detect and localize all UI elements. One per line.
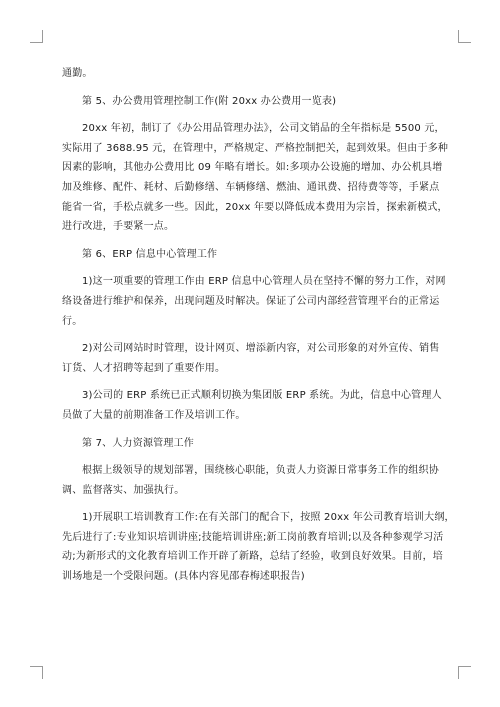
crop-mark-top-left: [30, 30, 43, 43]
crop-mark-bottom-right: [458, 666, 471, 679]
text-line: 第 7、人力资源管理工作: [82, 437, 194, 449]
text-line: 3)公司的 ERP 系统已正式顺利切换为集团版 ERP 系统。为此，信息中心管理人: [82, 390, 442, 402]
paragraph: [62, 461, 440, 500]
text-line: 行。: [62, 315, 83, 327]
crop-mark-bottom-left: [30, 666, 43, 679]
text-line: 实际用了 3688.95 元，在管理中，严格规定、严格控制把关，起到效果。但由于多种: [62, 142, 449, 154]
crop-mark-top-right: [458, 30, 471, 43]
document-body: [62, 64, 455, 587]
text-line: 第 6、ERP 信息中心管理工作: [82, 248, 218, 260]
section-heading: [62, 434, 440, 454]
text-line: 通勤。: [62, 68, 93, 79]
paragraph: [62, 119, 449, 237]
text-line: 训场地是一个受限问题。(具体内容见邵春梅述职报告): [62, 571, 305, 583]
text-line: 动;为新形式的文化教育培训工作开辟了新路，总结了经验，收到良好效果。目前，培: [62, 551, 443, 563]
section-heading: [62, 245, 440, 265]
paragraph: [62, 272, 446, 331]
text-line: 员做了大量的前期准备工作及培训工作。: [62, 409, 246, 421]
paragraph: [62, 64, 440, 84]
paragraph: [62, 508, 455, 586]
text-line: 因素的影响，其他办公费用比 09 年略有增长。如:多项办公设施的增加、办公机具增: [62, 162, 443, 174]
text-line: 20xx 年初，制订了《办公用品管理办法》，公司文销品的全年指标是 5500 元，: [82, 123, 445, 135]
paragraph: [62, 339, 440, 378]
text-line: 1)开展职工培训教育工作:在有关部门的配合下，按照 20xx 年公司教育培训大纲，: [82, 512, 455, 524]
text-line: 调、监督落实、加强执行。: [62, 484, 185, 496]
text-line: 根据上级领导的规划部署，围绕核心职能，负责人力资源日常事务工作的组织协: [82, 465, 439, 477]
paragraph: [62, 386, 440, 425]
text-line: 1)这一项重要的管理工作由 ERP 信息中心管理人员在坚持不懈的努力工作，对网: [82, 276, 446, 288]
section-heading: [62, 92, 440, 112]
text-line: 订货、人才招聘等起到了重要作用。: [62, 362, 226, 374]
text-line: 2)对公司网站时时管理，设计网页、增添新内容，对公司形象的对外宣传、销售: [82, 343, 440, 355]
text-line: 络设备进行维护和保养，出现问题及时解决。保证了公司内部经营管理平台的正常运: [62, 295, 440, 307]
text-line: 能省一省，手松点就多一些。因此，20xx 年要以降低成本费用为宗旨，探索新模式，: [62, 201, 448, 213]
text-line: 进行改进，手要紧一点。: [62, 221, 175, 233]
text-line: 加及维修、配件、耗材、后勤修缮、车辆修缮、燃油、通讯费、招待费等等，手紧点: [62, 181, 440, 193]
text-line: 第 5、办公费用管理控制工作(附 20xx 办公费用一览表): [82, 95, 337, 107]
text-line: 先后进行了:专业知识培训讲座;技能培训讲座;新工岗前教育培训;以及各种参观学习活: [62, 531, 444, 543]
